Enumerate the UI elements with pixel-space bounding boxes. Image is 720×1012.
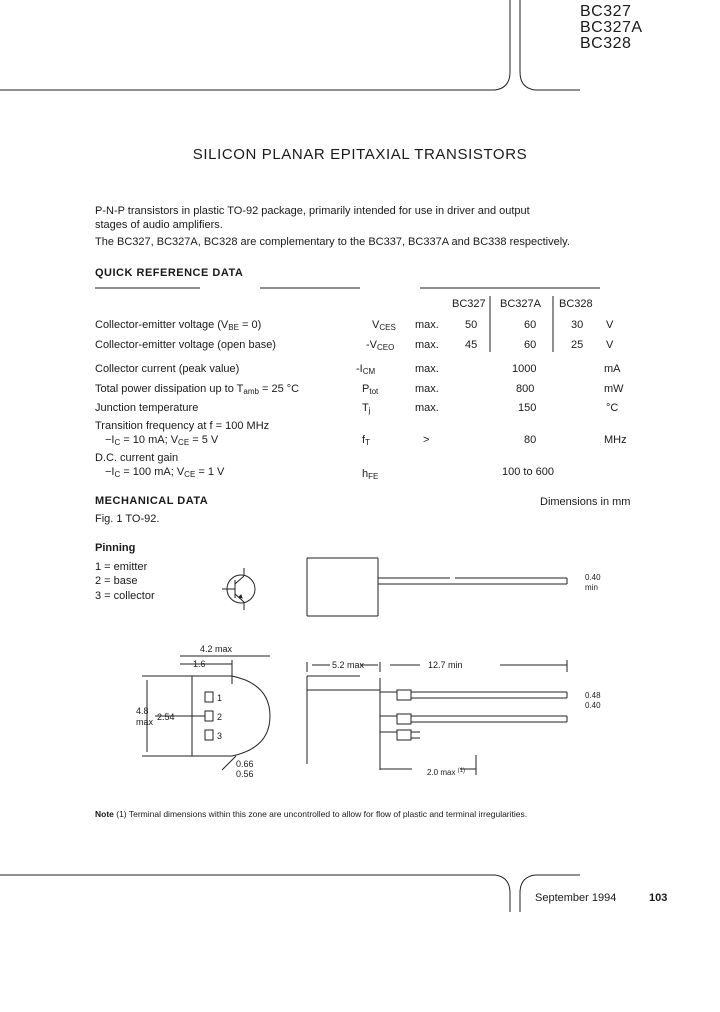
column-bc327a: BC327A	[500, 298, 541, 310]
condition: >	[423, 434, 430, 446]
value-bc327a: 60	[524, 319, 537, 331]
param-condition: $-I_C = 10$ mA; $V_{CE} = 5$ V	[105, 434, 219, 447]
unit: V	[606, 339, 614, 351]
param-label: Collector current (peak value)	[95, 363, 240, 375]
dim-0-48: 0.48	[585, 691, 601, 700]
condition: max.	[415, 383, 439, 395]
param-label: Transition frequency at f = 100 MHz	[95, 420, 270, 432]
symbol: $T_j$	[362, 402, 371, 415]
mechanical-data-heading: MECHANICAL DATA	[95, 495, 209, 507]
table-row	[0, 402, 720, 416]
transistor-symbol-icon	[222, 568, 255, 610]
value-bc328: 25	[571, 339, 584, 351]
type-bc328: BC328	[580, 35, 632, 52]
table-row	[0, 420, 720, 450]
type-bc327: BC327	[580, 3, 632, 20]
value: 100 to 600	[502, 466, 554, 478]
dim-1-6: 1.6	[193, 659, 206, 669]
dim-max: max	[136, 717, 154, 727]
dim-0-40-top: 0.40	[585, 573, 601, 582]
unit: °C	[606, 402, 619, 414]
value: 80	[524, 434, 537, 446]
value: 1000	[512, 363, 537, 375]
intro-text	[95, 205, 595, 250]
pinning-heading: Pinning	[95, 542, 136, 554]
symbol: $f_T$	[362, 434, 370, 447]
condition: max.	[415, 319, 439, 331]
table-row	[0, 339, 720, 353]
condition: max.	[415, 402, 439, 414]
intro-line-2: stages of audio amplifiers.	[95, 218, 223, 231]
note-text: Note (1) Terminal dimensions within this zone are uncontrolled to allow for flow of plastic and terminal irregularities.	[95, 809, 528, 819]
pin-number-3: 3	[217, 731, 223, 741]
param-label: Collector-emitter voltage $(V_{BE} = 0)$	[95, 319, 262, 332]
symbol: $h_{FE}$	[362, 468, 379, 481]
dim-12-7-min: 12.7 min	[428, 660, 463, 670]
dim-min: min	[585, 583, 598, 592]
value-bc328: 30	[571, 319, 584, 331]
column-bc328: BC328	[559, 298, 593, 310]
page-number: 103	[649, 892, 668, 904]
side-view-top	[307, 558, 567, 616]
dim-0-40-bottom: 0.40	[585, 701, 601, 710]
dim-0-66: 0.66	[236, 759, 254, 769]
dim-4-2-max: 4.2 max	[200, 644, 233, 654]
pin-number-1: 1	[217, 693, 223, 703]
footer-date: September 1994	[535, 892, 617, 904]
intro-line-3: The BC327, BC327A, BC328 are complementary to the BC337, BC337A and BC338 respectively.	[95, 236, 570, 248]
symbol: $P_{tot}$	[362, 383, 379, 396]
lead-side-view	[307, 660, 567, 775]
figure-caption: Fig. 1 TO-92.	[95, 513, 160, 525]
param-condition: $-I_C = 100$ mA; $V_{CE} = 1$ V	[105, 466, 225, 479]
dim-2-54: 2.54	[157, 712, 175, 722]
unit: mA	[604, 363, 621, 375]
table-row	[0, 319, 720, 333]
table-row	[0, 452, 720, 482]
table-row	[0, 383, 720, 397]
pin-3-label: 3 = collector	[95, 590, 155, 602]
symbol: $-V_{CEO}$	[366, 339, 395, 352]
table-row	[0, 363, 720, 377]
value-bc327a: 60	[524, 339, 537, 351]
symbol: $V_{CES}$	[372, 319, 396, 332]
condition: max.	[415, 363, 439, 375]
column-bc327: BC327	[452, 298, 486, 310]
symbol: $-I_{CM}$	[356, 363, 376, 376]
pin-1-label: 1 = emitter	[95, 561, 148, 573]
type-bc327a: BC327A	[580, 19, 643, 36]
dimensions-units: Dimensions in mm	[540, 496, 631, 508]
unit: mW	[604, 383, 624, 395]
value-bc327: 45	[465, 339, 478, 351]
document-title: SILICON PLANAR EPITAXIAL TRANSISTORS	[192, 146, 528, 163]
type-numbers	[580, 4, 643, 52]
param-label: Junction temperature	[95, 402, 199, 414]
dim-0-56: 0.56	[236, 769, 254, 779]
pin-number-2: 2	[217, 712, 223, 722]
param-label: Collector-emitter voltage (open base)	[95, 339, 276, 351]
quick-reference-heading: QUICK REFERENCE DATA	[95, 267, 244, 279]
param-label: Total power dissipation up to $T_{amb} = 25$ °C	[95, 383, 300, 396]
unit: V	[606, 319, 614, 331]
dim-2-0-max: 2.0 max $^{(1)}$	[427, 768, 466, 777]
param-label: D.C. current gain	[95, 452, 179, 464]
condition: max.	[415, 339, 439, 351]
intro-line-1: P-N-P transistors in plastic TO-92 package, primarily intended for use in driver and output	[95, 205, 530, 217]
dim-4-8: 4.8	[136, 706, 149, 716]
value-bc327: 50	[465, 319, 478, 331]
unit: MHz	[604, 434, 627, 446]
value: 800	[516, 383, 535, 395]
value: 150	[518, 402, 537, 414]
dim-5-2-max: 5.2 max	[332, 660, 365, 670]
pin-2-label: 2 = base	[95, 575, 138, 587]
